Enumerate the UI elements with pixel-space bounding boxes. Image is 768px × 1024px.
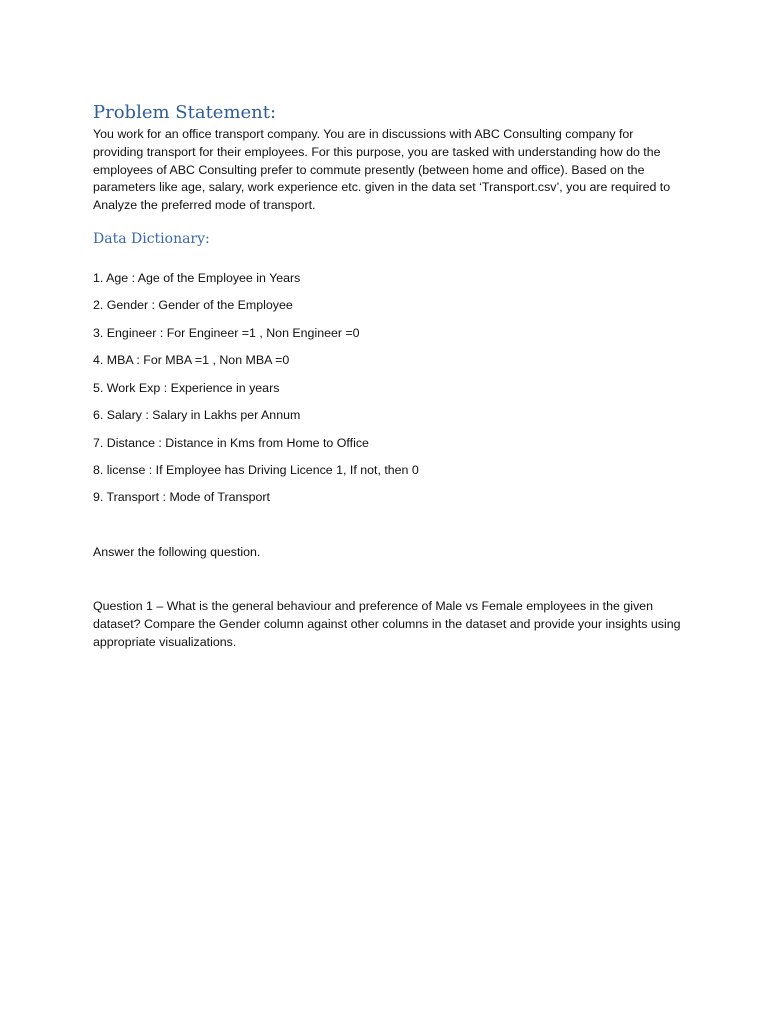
answer-prompt: Answer the following question. xyxy=(93,545,261,559)
dictionary-item-work-exp: 5. Work Exp : Experience in years xyxy=(93,381,280,395)
dictionary-item-transport: 9. Transport : Mode of Transport xyxy=(93,490,270,504)
dictionary-item-salary: 6. Salary : Salary in Lakhs per Annum xyxy=(93,408,301,422)
dictionary-item-distance: 7. Distance : Distance in Kms from Home to Office xyxy=(93,436,369,450)
dictionary-item-engineer: 3. Engineer : For Engineer =1 , Non Engineer =0 xyxy=(93,326,360,340)
question-1-text: Question 1 – What is the general behaviour and preference of Male vs Female employees in the given dataset? Compare the Gender column against other columns in the dataset and provide your insights using appropriate visualizations. xyxy=(93,599,681,649)
data-dictionary-heading: Data Dictionary: xyxy=(93,230,210,247)
dictionary-item-gender: 2. Gender : Gender of the Employee xyxy=(93,298,293,312)
problem-statement-heading: Problem Statement: xyxy=(93,102,277,123)
document-content xyxy=(93,100,683,649)
problem-statement-text: You work for an office transport company. You are in discussions with ABC Consulting company for providing transport for their employees. For this purpose, you are tasked with understanding how do the employees of ABC Consulting prefer to commute presently (between home and office). Based on the parameters like age, salary, work experience etc. given in the data set ‘Transport.csv’, you are required to Analyze the preferred mode of transport. xyxy=(93,127,671,213)
dictionary-item-license: 8. license : If Employee has Driving Licence 1, If not, then 0 xyxy=(93,463,419,477)
dictionary-item-mba: 4. MBA : For MBA =1 , Non MBA =0 xyxy=(93,353,290,367)
dictionary-item-age: 1. Age : Age of the Employee in Years xyxy=(93,271,301,285)
